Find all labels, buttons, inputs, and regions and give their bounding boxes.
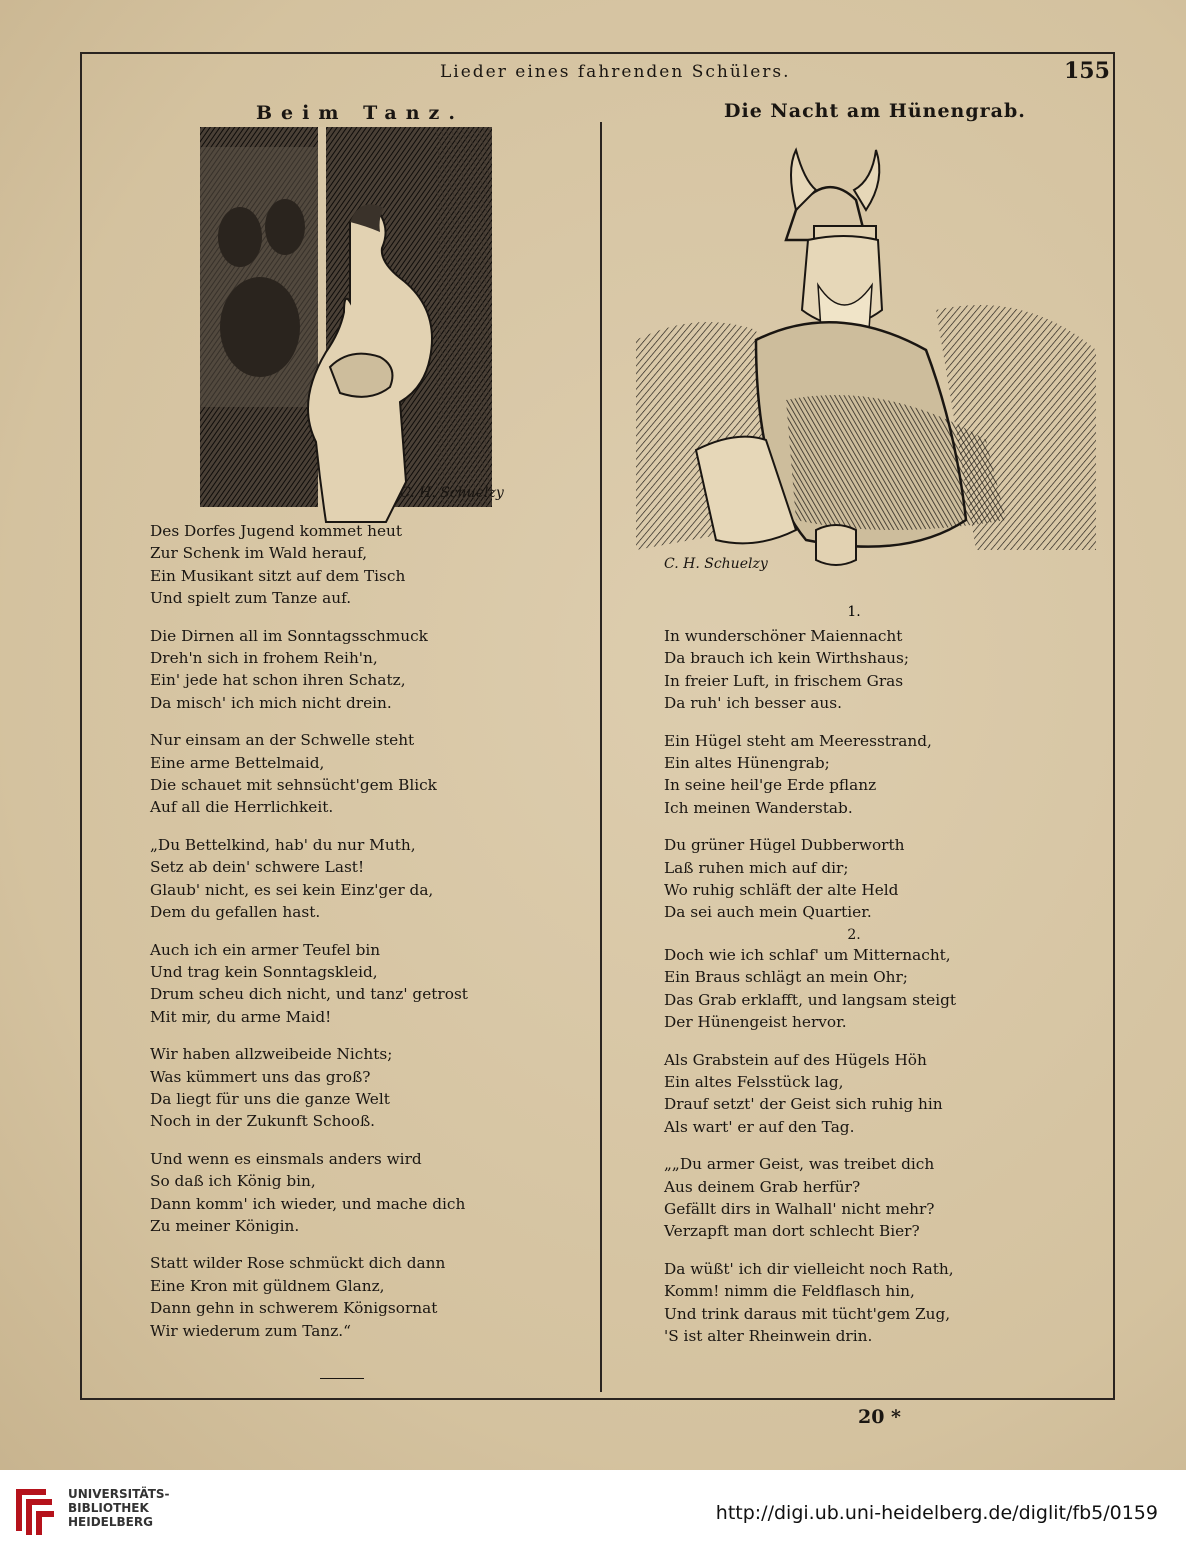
verse-line: In seine heil'ge Erde pflanz — [664, 776, 877, 795]
column-divider — [600, 122, 602, 1392]
verse-line: Dann komm' ich wieder, und mache dich — [150, 1194, 466, 1213]
stanza — [664, 834, 1074, 924]
stanza — [150, 520, 570, 610]
section-number-1: 1. — [847, 604, 861, 620]
verse-line: Dreh'n sich in frohem Reih'n, — [150, 649, 378, 668]
verse-line: Die Dirnen all im Sonntagsschmuck — [150, 626, 428, 645]
stanza — [664, 1153, 1074, 1243]
verse-line: „„Du armer Geist, was treibet dich — [664, 1155, 935, 1174]
poem-beim-tanz — [150, 520, 570, 1357]
stanza — [150, 1148, 570, 1238]
stanza — [664, 1258, 1074, 1348]
verse-line: Ein altes Hünengrab; — [664, 754, 830, 773]
verse-line: Doch wie ich schlaf' um Mitternacht, — [664, 945, 951, 964]
verse-line: Als Grabstein auf des Hügels Höh — [664, 1050, 927, 1069]
engraving-huenengeist — [636, 140, 1096, 580]
poem-title-right: Die Nacht am Hünengrab. — [724, 100, 1026, 122]
institution-name — [68, 1487, 170, 1529]
verse-line: Zu meiner Königin. — [150, 1216, 300, 1235]
poem-end-rule — [320, 1378, 364, 1379]
engraving-beggar-maid — [200, 127, 504, 507]
verse-line: Und trink daraus mit tücht'gem Zug, — [664, 1304, 951, 1323]
verse-line: Mit mir, du arme Maid! — [150, 1007, 332, 1026]
verse-line: Da brauch ich kein Wirthshaus; — [664, 649, 910, 668]
verse-line: 'S ist alter Rheinwein drin. — [664, 1326, 873, 1345]
verse-line: Ich meinen Wanderstab. — [664, 798, 853, 817]
running-head: Lieder eines fahrenden Schülers. — [440, 62, 791, 82]
engraving-signature-left: C. H. Schuelzy — [400, 485, 504, 501]
verse-line: Ein altes Felsstück lag, — [664, 1072, 844, 1091]
poem-nacht-am-huenengrab — [664, 625, 1074, 1362]
verse-line: Da sei auch mein Quartier. — [664, 903, 872, 922]
signature-mark: 20 * — [858, 1406, 901, 1428]
verse-line: Statt wilder Rose schmückt dich dann — [150, 1254, 446, 1273]
verse-line: Drum scheu dich nicht, und tanz' getrost — [150, 985, 468, 1004]
stanza — [664, 730, 1074, 820]
verse-line: Glaub' nicht, es sei kein Einz'ger da, — [150, 880, 434, 899]
verse-line: Dem du gefallen hast. — [150, 903, 321, 922]
library-logo-icon[interactable] — [12, 1483, 58, 1537]
verse-line: Setz ab dein' schwere Last! — [150, 858, 365, 877]
verse-line: Auf all die Herrlichkeit. — [150, 798, 334, 817]
verse-line: Dann gehn in schwerem Königsornat — [150, 1299, 438, 1318]
verse-line: Und trag kein Sonntagskleid, — [150, 962, 378, 981]
verse-line: Ein Musikant sitzt auf dem Tisch — [150, 566, 406, 585]
permalink-url[interactable]: http://digi.ub.uni-heidelberg.de/diglit/fb5/0159 — [715, 1502, 1158, 1524]
verse-line: Des Dorfes Jugend kommet heut — [150, 522, 403, 540]
verse-line: Und wenn es einsmals anders wird — [150, 1149, 422, 1168]
stanza — [150, 939, 570, 1029]
frame-left-rule — [80, 52, 82, 1399]
verse-line: In freier Luft, in frischem Gras — [664, 671, 904, 690]
verse-line: Zur Schenk im Wald herauf, — [150, 544, 368, 563]
poem-title-left: Beim Tanz. — [256, 102, 464, 124]
verse-line: Aus deinem Grab herfür? — [664, 1177, 861, 1196]
verse-line: Ein' jede hat schon ihren Schatz, — [150, 671, 406, 690]
verse-line: Nur einsam an der Schwelle steht — [150, 731, 415, 750]
verse-line: Ein Braus schlägt an mein Ohr; — [664, 968, 908, 987]
verse-line: Noch in der Zukunft Schooß. — [150, 1112, 376, 1131]
section-number-2: 2. — [847, 926, 861, 943]
verse-line: Da wüßt' ich dir vielleicht noch Rath, — [664, 1259, 954, 1278]
verse-line: Wir haben allzweibeide Nichts; — [150, 1045, 393, 1064]
stanza — [150, 729, 570, 819]
verse-line: Eine arme Bettelmaid, — [150, 753, 325, 772]
stanza — [150, 1043, 570, 1133]
verse-line: Und spielt zum Tanze auf. — [150, 589, 352, 608]
institution-line: BIBLIOTHEK — [68, 1501, 149, 1515]
stanza — [150, 625, 570, 715]
frame-right-rule — [1113, 52, 1115, 1400]
engraving-signature-right: C. H. Schuelzy — [664, 556, 768, 572]
verse-line: Da liegt für uns die ganze Welt — [150, 1089, 390, 1108]
frame-bottom-rule — [80, 1398, 1115, 1400]
verse-line: Wir wiederum zum Tanz.“ — [150, 1321, 351, 1340]
verse-line: „Du Bettelkind, hab' du nur Muth, — [150, 835, 416, 854]
stanza — [664, 944, 1074, 1034]
institution-line: UNIVERSITÄTS- — [68, 1487, 170, 1501]
verse-line: Drauf setzt' der Geist sich ruhig hin — [664, 1095, 943, 1114]
verse-line: Als wart' er auf den Tag. — [664, 1117, 855, 1136]
stanza — [150, 1252, 570, 1342]
verse-line: Wo ruhig schläft der alte Held — [664, 881, 899, 900]
verse-line: Der Hünengeist hervor. — [664, 1013, 847, 1032]
verse-line: Die schauet mit sehnsücht'gem Blick — [150, 776, 437, 795]
verse-line: Da ruh' ich besser aus. — [664, 694, 842, 713]
verse-line: Du grüner Hügel Dubberworth — [664, 836, 905, 855]
verse-line: So daß ich König bin, — [150, 1172, 316, 1191]
verse-line: Da misch' ich mich nicht drein. — [150, 693, 392, 712]
verse-line: Das Grab erklafft, und langsam steigt — [664, 990, 957, 1009]
institution-line: HEIDELBERG — [68, 1515, 153, 1529]
verse-line: Laß ruhen mich auf dir; — [664, 858, 849, 877]
stanza — [664, 625, 1074, 715]
verse-line: Auch ich ein armer Teufel bin — [150, 940, 381, 959]
page-number: 155 — [1064, 58, 1110, 84]
verse-line: Eine Kron mit güldnem Glanz, — [150, 1276, 385, 1295]
verse-line: Ein Hügel steht am Meeresstrand, — [664, 731, 932, 750]
verse-line: Verzapft man dort schlecht Bier? — [664, 1222, 920, 1241]
verse-line: Komm! nimm die Feldflasch hin, — [664, 1282, 915, 1301]
frame-top-rule — [80, 52, 1115, 54]
verse-line: In wunderschöner Maiennacht — [664, 627, 903, 645]
stanza — [150, 834, 570, 924]
verse-line: Gefällt dirs in Walhall' nicht mehr? — [664, 1199, 935, 1218]
stanza — [664, 1049, 1074, 1139]
verse-line: Was kümmert uns das groß? — [150, 1067, 371, 1086]
